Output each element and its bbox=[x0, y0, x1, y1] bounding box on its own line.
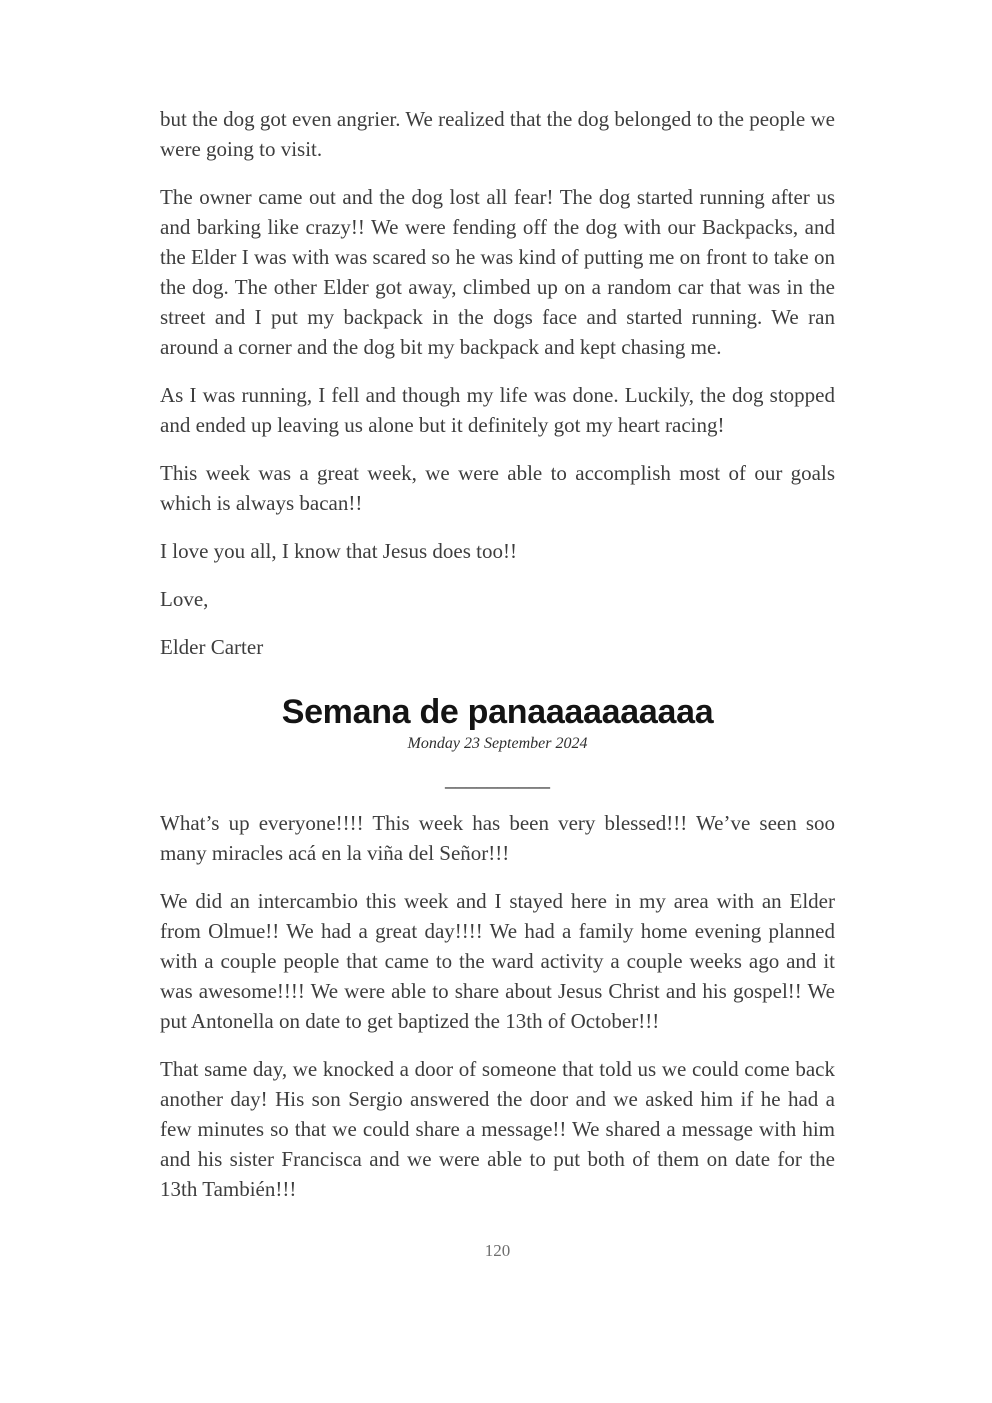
paragraph: We did an intercambio this week and I stayed here in my area with an Elder from Olmue!! We had a great day!!!! We had a family home evening planned with a couple people that came to the ward activity a couple weeks ago and it was awesome!!!! We were able to share about Jesus Christ and his gospel!! We put Antonella on date to get baptized the 13th of October!!! bbox=[160, 889, 835, 1033]
paragraph: As I was running, I fell and though my life was done. Luckily, the dog stopped and ended up leaving us alone but it definitely got my heart racing! bbox=[160, 383, 835, 437]
entry-date: Monday 23 September 2024 bbox=[407, 735, 588, 752]
paragraph: I love you all, I know that Jesus does too!! bbox=[160, 539, 517, 563]
paragraph: What’s up everyone!!!! This week has been very blessed!!! We’ve seen soo many miracles acá en la viña del Señor!!! bbox=[160, 811, 835, 865]
paragraph: This week was a great week, we were able to accomplish most of our goals which is always bacan!! bbox=[160, 461, 835, 515]
paragraph: but the dog got even angrier. We realized that the dog belonged to the people we were going to visit. bbox=[160, 107, 835, 161]
section-divider: __________ bbox=[445, 767, 550, 791]
page-number: 120 bbox=[484, 1241, 511, 1260]
paragraph: The owner came out and the dog lost all fear! The dog started running after us and barking like crazy!! We were fending off the dog with our Backpacks, and the Elder I was with was scared so he was kind of putting me on front to take on the dog. The other Elder got away, climbed up on a random car that was in the street and I put my backpack in the dogs face and started running. We ran around a corner and the dog bit my backpack and kept chasing me. bbox=[160, 185, 835, 359]
paragraph: That same day, we knocked a door of someone that told us we could come back another day! His son Sergio answered the door and we asked him if he had a few minutes so that we could share a message!! We shared a message with him and his sister Francisca and we were able to put both of them on date for the 13th También!!! bbox=[160, 1057, 835, 1201]
signature-love: Love, bbox=[160, 587, 209, 611]
signature-name: Elder Carter bbox=[160, 635, 264, 659]
entry-title: Semana de panaaaaaaaaaa bbox=[281, 693, 714, 731]
